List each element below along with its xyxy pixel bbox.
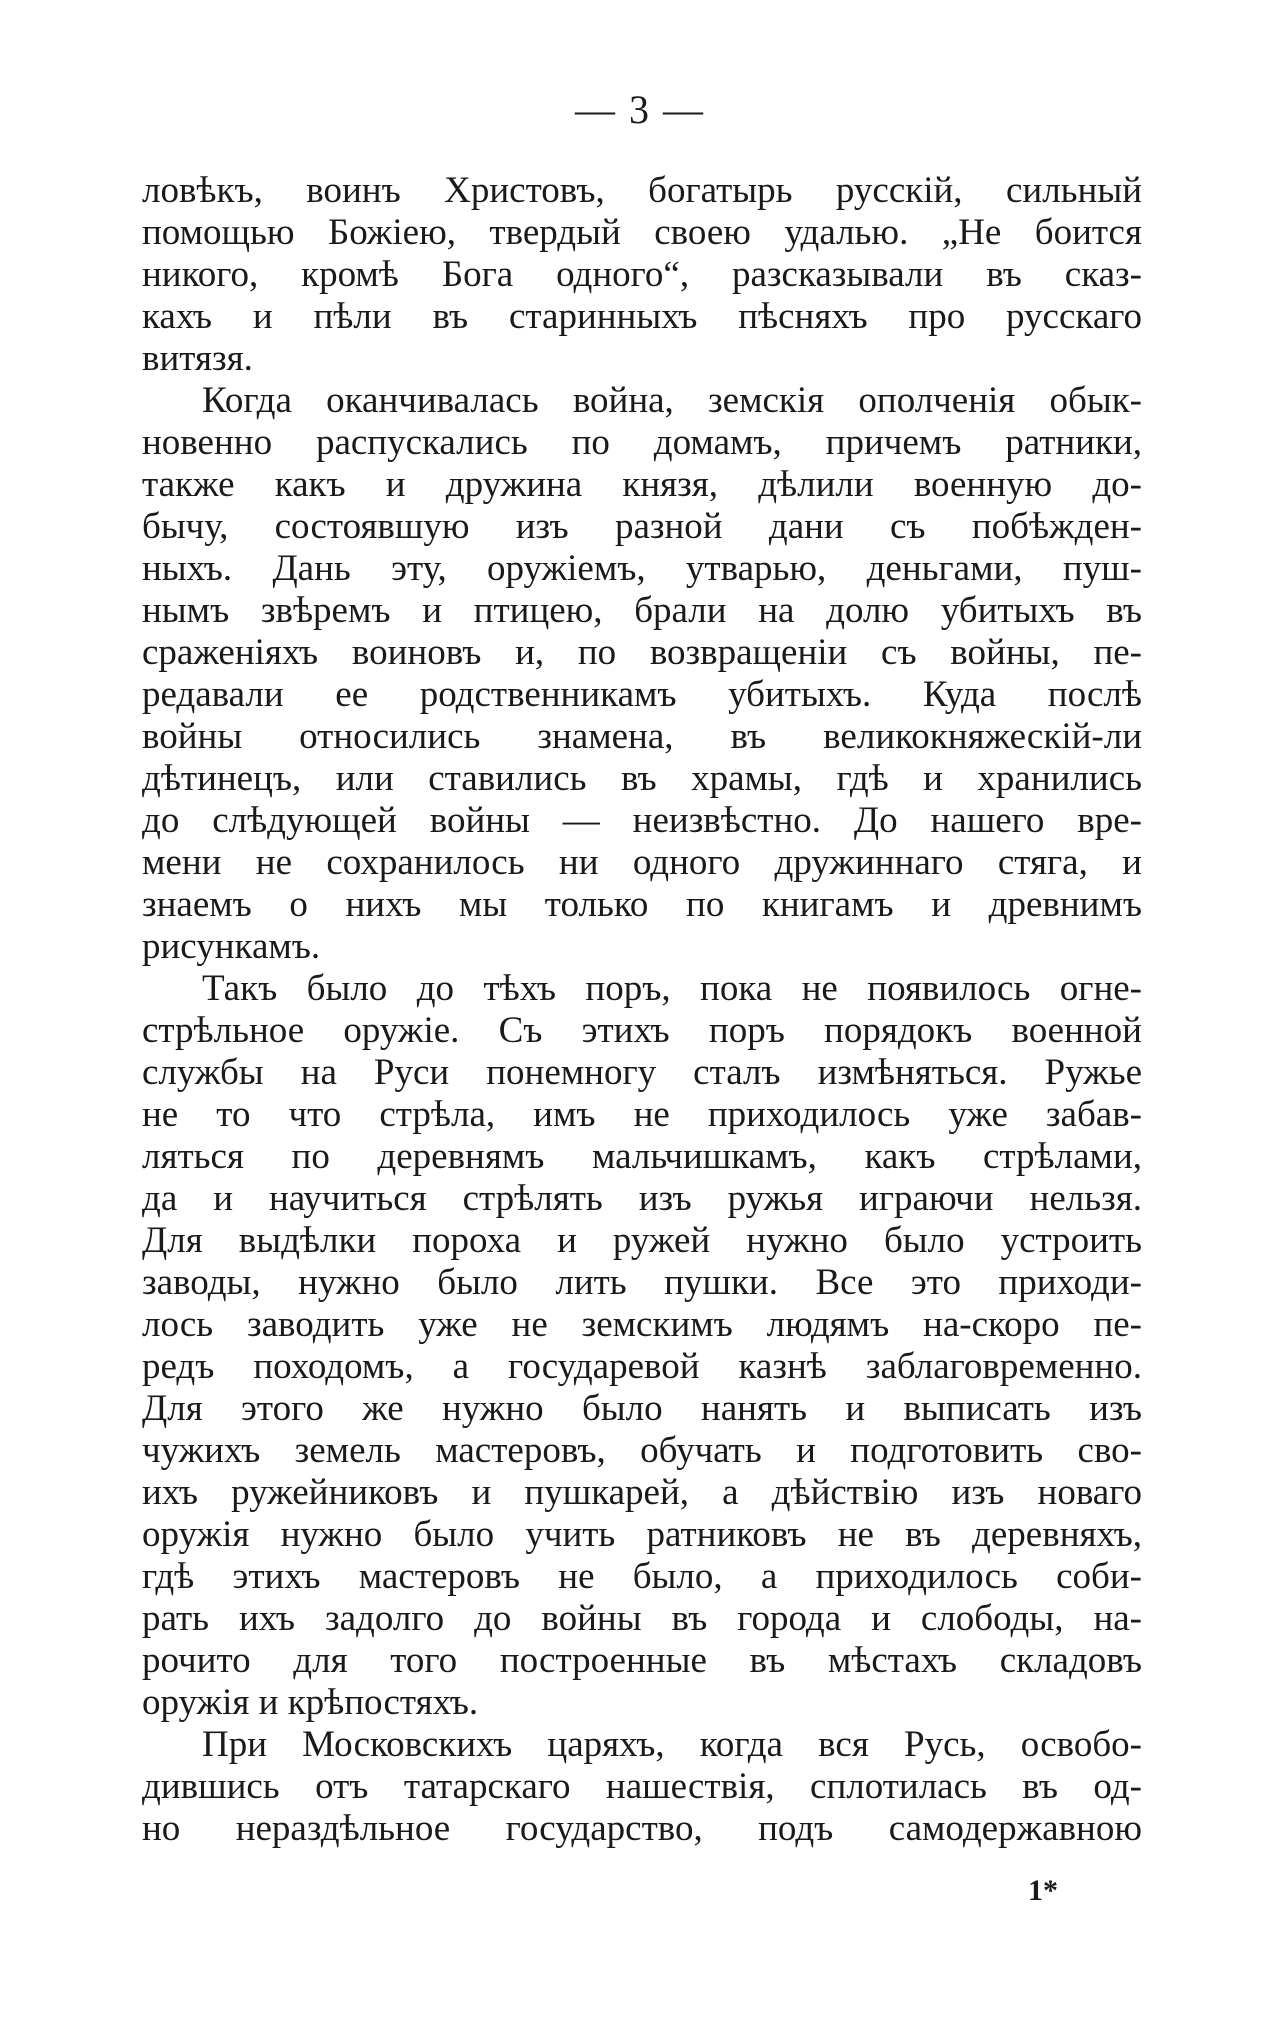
text-line: ныхъ. Дань эту, оружіемъ, утварью, деньгами, пуш- — [142, 548, 1142, 589]
body-text — [142, 170, 1142, 1850]
text-line: мени не сохранилось ни одного дружиннаго стяга, и — [142, 842, 1142, 883]
text-line: войны относились знамена, въ великокняжескій-ли — [142, 716, 1142, 757]
text-line: кахъ и пѣли въ старинныхъ пѣсняхъ про русскаго — [142, 296, 1142, 337]
page-number: — 3 — — [575, 87, 705, 132]
text-line: Для выдѣлки пороха и ружей нужно было устроить — [142, 1220, 1142, 1261]
text-line: знаемъ о нихъ мы только по книгамъ и древнимъ — [142, 884, 1142, 925]
text-line: ловѣкъ, воинъ Христовъ, богатырь русскій, сильный — [142, 170, 1142, 211]
text-line: дившись отъ татарскаго нашествія, сплотилась въ од- — [142, 1766, 1142, 1807]
text-line: редавали ее родственникамъ убитыхъ. Куда послѣ — [142, 674, 1142, 715]
text-line: оружія и крѣпостяхъ. — [142, 1682, 479, 1723]
text-line: рать ихъ задолго до войны въ города и слободы, на- — [142, 1598, 1142, 1639]
text-line: до слѣдующей войны — неизвѣстно. До нашего вре- — [142, 800, 1142, 841]
text-line: бычу, состоявшую изъ разной дани съ побѣжден- — [142, 506, 1142, 547]
text-line: гдѣ этихъ мастеровъ не было, а приходилось соби- — [142, 1556, 1142, 1597]
paragraph-2 — [142, 380, 1142, 968]
text-line: Когда оканчивалась война, земскія ополченія обык- — [202, 380, 1142, 421]
text-line: да и научиться стрѣлять изъ ружья играючи нельзя. — [142, 1178, 1142, 1219]
text-line: лось заводить уже не земскимъ людямъ на-скоро пе- — [142, 1304, 1142, 1345]
text-line: рочито для того построенные въ мѣстахъ складовъ — [142, 1640, 1142, 1681]
text-line: чужихъ земель мастеровъ, обучать и подготовить сво- — [142, 1430, 1142, 1471]
text-line: редъ походомъ, а государевой казнѣ заблаговременно. — [142, 1346, 1142, 1387]
text-line: ихъ ружейниковъ и пушкарей, а дѣйствію изъ новаго — [142, 1472, 1142, 1513]
text-line: При Московскихъ царяхъ, когда вся Русь, освобо- — [202, 1724, 1142, 1765]
text-line: заводы, нужно было лить пушки. Все это приходи- — [142, 1262, 1142, 1303]
text-line: новенно распускались по домамъ, причемъ ратники, — [142, 422, 1142, 463]
paragraph-3 — [142, 968, 1142, 1724]
text-line: никого, кромѣ Бога одного“, разсказывали въ сказ- — [142, 254, 1142, 295]
paragraph-1 — [142, 170, 1142, 380]
text-line: ляться по деревнямъ мальчишкамъ, какъ стрѣлами, — [142, 1136, 1142, 1177]
text-line: витязя. — [142, 338, 253, 379]
text-line: сраженіяхъ воиновъ и, по возвращеніи съ войны, пе- — [142, 632, 1142, 673]
text-line: Для этого же нужно было нанять и выписать изъ — [142, 1388, 1142, 1429]
text-line: службы на Руси понемногу сталъ измѣняться. Ружье — [142, 1052, 1142, 1093]
text-line: также какъ и дружина князя, дѣлили военную до- — [142, 464, 1142, 505]
text-line: но нераздѣльное государство, подъ самодержавною — [142, 1808, 1142, 1849]
text-line: оружія нужно было учить ратниковъ не въ деревняхъ, — [142, 1514, 1142, 1555]
text-line: Такъ было до тѣхъ поръ, пока не появилось огне- — [202, 968, 1142, 1009]
text-line: стрѣльное оружіе. Съ этихъ поръ порядокъ военной — [142, 1010, 1142, 1051]
paragraph-4 — [142, 1724, 1142, 1850]
text-line: рисункамъ. — [142, 926, 321, 967]
text-line: нымъ звѣремъ и птицею, брали на долю убитыхъ въ — [142, 590, 1142, 631]
text-line: помощью Божіею, твердый своею удалью. „Не боится — [142, 212, 1142, 253]
text-line: не то что стрѣла, имъ не приходилось уже забав- — [142, 1094, 1142, 1135]
text-line: дѣтинецъ, или ставились въ храмы, гдѣ и хранились — [142, 758, 1142, 799]
signature-mark: 1* — [1028, 1874, 1058, 1907]
